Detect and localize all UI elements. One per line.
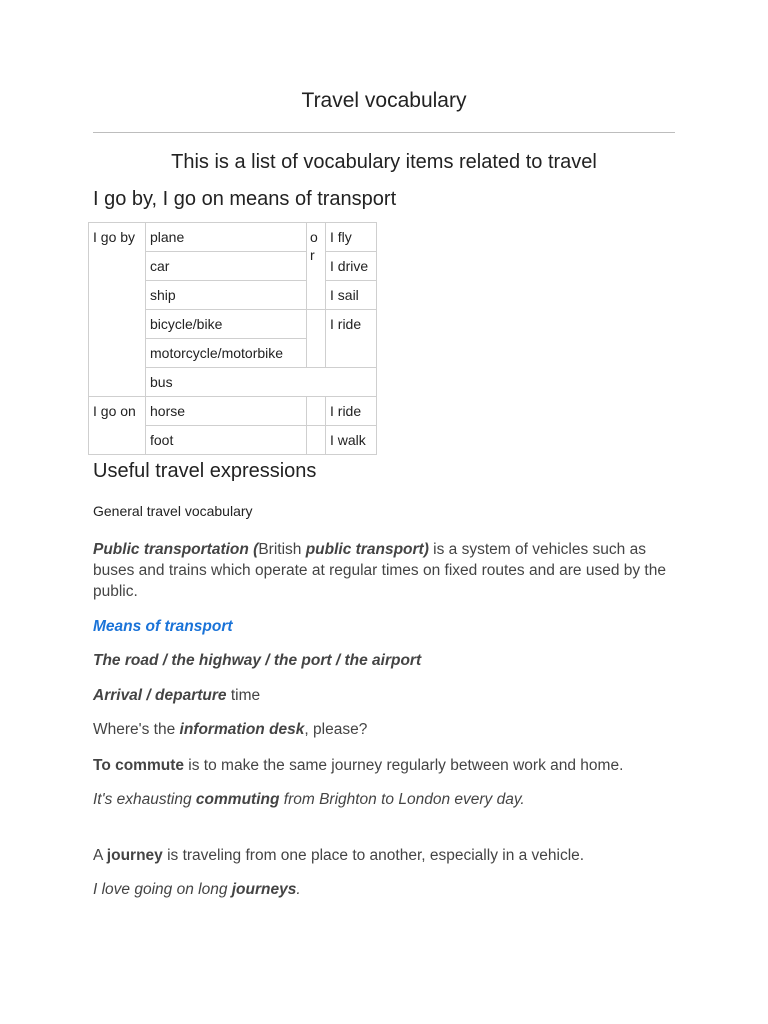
cell-bicycle: bicycle/bike [146,310,307,339]
page-title: Travel vocabulary [301,89,467,112]
cell-ride: I ride [326,310,377,368]
public-transport-paragraph: Public transportation (British public transport) is a system of vehicles such as buses and trains which operate at regular times on fixed routes and are used by the public. [93,541,666,600]
term-public-transportation: Public transportation ( [93,541,259,558]
transport-table [88,222,377,455]
cell-or: o r [307,223,326,310]
title-divider [93,132,675,133]
cell-motorcycle: motorcycle/motorbike [146,339,307,368]
means-of-transport-link[interactable]: Means of transport [93,618,233,635]
section-heading-transport: I go by, I go on means of transport [93,188,397,210]
cell-plane: plane [146,223,307,252]
general-vocab-label: General travel vocabulary [93,503,253,519]
cell-walk: I walk [326,426,377,455]
road-line: The road / the highway / the port / the airport [93,652,422,669]
commute-example: It's exhausting commuting from Brighton to London every day. [93,791,525,808]
journey-example: I love going on long journeys. [93,881,301,898]
cell-fly: I fly [326,223,377,252]
cell-or-empty [307,310,326,368]
arrival-line: Arrival / departure time [93,687,261,704]
cell-horse: horse [146,397,307,426]
journey-line: A journey is traveling from one place to another, especially in a vehicle. [93,847,585,864]
cell-bus: bus [146,368,377,397]
cell-sail: I sail [326,281,377,310]
commute-line: To commute is to make the same journey regularly between work and home. [93,757,624,774]
information-line: Where's the information desk, please? [93,721,368,738]
cell-drive: I drive [326,252,377,281]
cell-ship: ship [146,281,307,310]
cell-ride-horse: I ride [326,397,377,426]
cell-car: car [146,252,307,281]
cell-go-on: I go on [89,397,146,455]
page-subtitle: This is a list of vocabulary items related to travel [171,151,597,173]
cell-foot: foot [146,426,307,455]
cell-go-by: I go by [89,223,146,397]
cell-empty-horse [307,397,326,426]
cell-empty-foot [307,426,326,455]
term-public-transport: public transport) [305,541,429,558]
section-heading-expressions: Useful travel expressions [93,460,317,482]
